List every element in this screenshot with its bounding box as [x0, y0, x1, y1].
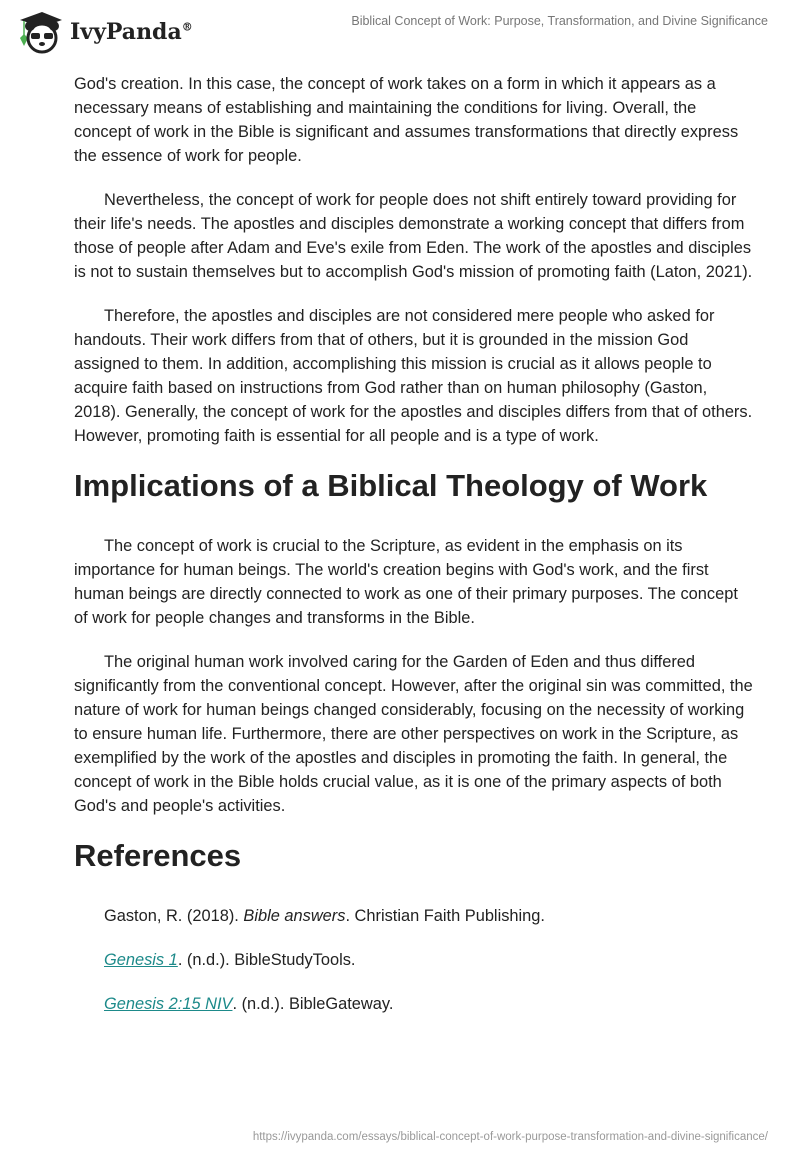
reference-link[interactable]: Genesis 1: [104, 951, 178, 969]
paragraph: Therefore, the apostles and disciples are not considered mere people who asked for handouts. Their work differs from that of others, but it is grounded in the mission God assigned to them. In addition, accomplishing this mission is crucial as it allows people to acquire faith based on instructions from God rather than on human philosophy (Gaston, 2018). Generally, the concept of work for the apostles and disciples differs from that of others. However, promoting faith is essential for all people and is a type of work.: [74, 307, 753, 445]
section-heading: Implications of a Biblical Theology of Work: [74, 468, 708, 503]
panda-graduate-icon: [16, 8, 64, 56]
reference-item: Genesis 1. (n.d.). BibleStudyTools.: [104, 951, 356, 969]
paragraph: Nevertheless, the concept of work for people does not shift entirely toward providing for their life's needs. The apostles and disciples demonstrate a working concept that differs from those of people after Adam and Eve's exile from Eden. The work of the apostles and disciples is not to sustain themselves but to accomplish God's mission of promoting faith (Laton, 2021).: [74, 191, 753, 281]
document-title: Biblical Concept of Work: Purpose, Transformation, and Divine Significance: [351, 14, 768, 28]
references-heading: References: [74, 838, 242, 873]
paragraph: God's creation. In this case, the concept of work takes on a form in which it appears as a necessary means of establishing and maintaining the conditions for living. Overall, the concept of work in the Bible is significant and assumes transformations that directly express the essence of work for people.: [74, 75, 739, 165]
references-list: [74, 904, 754, 1016]
logo-text: IvyPanda®: [70, 19, 193, 45]
header: [0, 0, 800, 60]
reference-link[interactable]: Genesis 2:15 NIV: [104, 995, 233, 1013]
paragraph: The concept of work is crucial to the Scripture, as evident in the emphasis on its importance for human beings. The world's creation begins with God's work, and the first human beings are directly connected to work as one of their primary purposes. The concept of work for people changes and transforms in the Bible.: [74, 537, 738, 627]
reference-item: Genesis 2:15 NIV. (n.d.). BibleGateway.: [104, 995, 394, 1013]
paragraph: The original human work involved caring for the Garden of Eden and thus differed significantly from the conventional concept. However, after the original sin was committed, the nature of work for human beings changed considerably, focusing on the necessity of working to ensure human life. Furthermore, there are other perspectives on work in the Scripture, as exemplified by the work of the apostles and disciples in promoting the faith. In general, the concept of work in the Bible holds crucial value, as it is one of the primary aspects of both God's and people's activities.: [74, 653, 753, 815]
essay-content: [74, 72, 754, 1036]
source-url: https://ivypanda.com/essays/biblical-concept-of-work-purpose-transformation-and-divine-significance/: [252, 1131, 768, 1143]
ivypanda-logo[interactable]: [16, 8, 193, 56]
reference-item: Gaston, R. (2018). Bible answers. Christian Faith Publishing.: [104, 907, 545, 925]
